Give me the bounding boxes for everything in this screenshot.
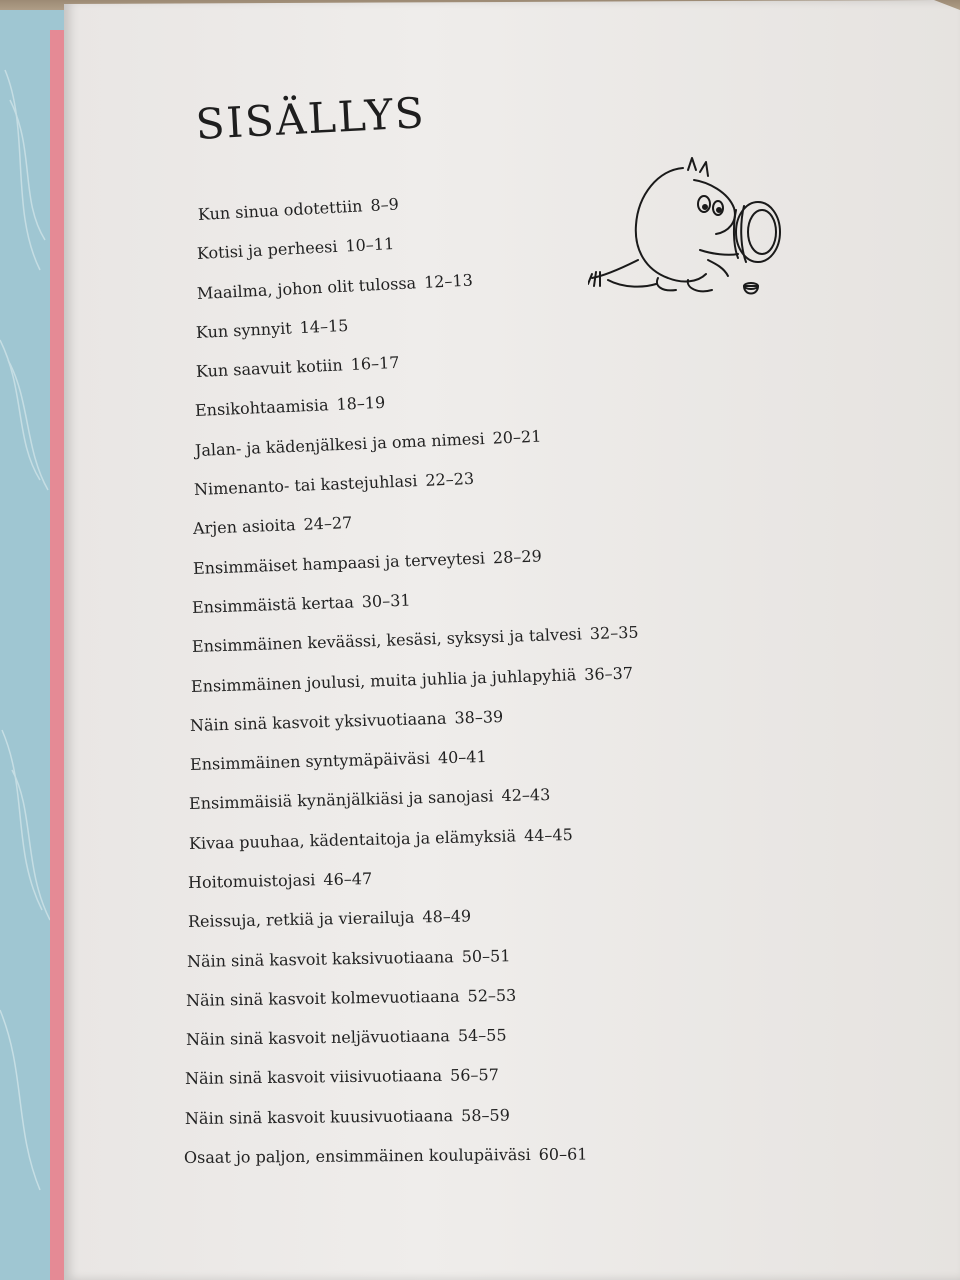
toc-entry-title: Kun saavuit kotiin: [195, 355, 343, 382]
toc-entry: [184, 1144, 588, 1167]
toc-entry-pages: 48–49: [421, 906, 471, 927]
toc-entry-title: Arjen asioita: [192, 515, 297, 539]
toc-entry: [194, 426, 541, 459]
toc-entry-title: Ensikohtaamisia: [194, 395, 329, 421]
toc-entry-pages: 40–41: [437, 747, 487, 768]
toc-entry: [196, 270, 473, 302]
toc-entry-pages: 32–35: [589, 622, 639, 644]
toc-entry-pages: 18–19: [336, 393, 386, 415]
toc-entry-title: Osaat jo paljon, ensimmäinen koulupäiväsi: [183, 1144, 531, 1167]
toc-entry: [193, 513, 353, 538]
toc-entry: [188, 869, 373, 892]
toc-entry: [187, 907, 470, 932]
toc-entry-pages: 36–37: [583, 663, 634, 684]
toc-entry: [191, 623, 638, 656]
toc-entry: [192, 590, 411, 616]
toc-entry: [190, 707, 504, 735]
toc-entry: [186, 1026, 507, 1050]
toc-entry: [195, 393, 386, 420]
toc-entry-title: Ensimmäinen keväässi, kesäsi, syksysi ja talvesi: [191, 624, 582, 657]
toc-entry-pages: 10–11: [345, 234, 395, 256]
toc-entry-title: Näin sinä kasvoit neljävuotiaana: [185, 1026, 450, 1050]
toc-entry-pages: 12–13: [423, 270, 474, 292]
toc-entry-pages: 52–53: [467, 985, 517, 1006]
toc-entry-title: Ensimmäinen syntymäpäiväsi: [189, 748, 431, 775]
toc-entry-title: Hoitomuistojasi: [187, 870, 316, 892]
toc-entry-pages: 8–9: [369, 194, 400, 215]
moomin-illustration-icon: [588, 150, 788, 310]
toc-entry-title: Näin sinä kasvoit kuusivuotiaana: [184, 1105, 453, 1128]
toc-entry-title: Ensimmäistä kertaa: [191, 592, 355, 617]
toc-entry-title: Ensimmäinen joulusi, muita juhlia ja juhlapyhiä: [190, 664, 577, 696]
toc-entry-pages: 16–17: [349, 352, 400, 375]
toc-entry: [198, 194, 400, 223]
toc-entry-pages: 60–61: [538, 1144, 588, 1164]
toc-entry-pages: 20–21: [491, 426, 542, 448]
toc-entry-pages: 46–47: [323, 869, 373, 890]
toc-entry: [185, 1066, 499, 1089]
toc-entry: [188, 825, 572, 853]
toc-entry-title: Kun sinua odotettiin: [197, 196, 363, 224]
toc-entry-title: Näin sinä kasvoit kolmevuotiaana: [186, 986, 461, 1010]
toc-entry-pages: 58–59: [460, 1105, 510, 1125]
toc-entry-pages: 44–45: [523, 824, 573, 845]
toc-entry: [197, 234, 395, 263]
toc-entry-title: Ensimmäiset hampaasi ja terveytesi: [192, 548, 486, 578]
toc-entry: [195, 353, 399, 381]
toc-entry: [187, 946, 511, 971]
toc-entry-pages: 30–31: [361, 590, 411, 612]
toc-entry: [191, 663, 634, 695]
toc-entry: [189, 785, 551, 813]
toc-entry-title: Nimenanto- tai kastejuhlasi: [193, 471, 418, 500]
toc-entry-title: Maailma, johon olit tulossa: [196, 272, 417, 303]
toc-entry: [196, 316, 349, 342]
toc-entry: [186, 986, 517, 1010]
toc-entry-title: Näin sinä kasvoit kaksivuotiaana: [186, 946, 454, 971]
toc-entry-title: Kivaa puuhaa, kädentaitoja ja elämyksiä: [188, 826, 516, 853]
toc-entry-pages: 38–39: [454, 706, 504, 728]
toc-entry-pages: 56–57: [450, 1065, 500, 1086]
toc-entry-pages: 50–51: [461, 945, 511, 966]
toc-entry-title: Näin sinä kasvoit viisivuotiaana: [185, 1066, 443, 1089]
toc-entry: [184, 1105, 509, 1127]
toc-entry-pages: 22–23: [424, 468, 475, 490]
toc-entry-title: Ensimmäisiä kynänjälkiäsi ja sanojasi: [189, 786, 495, 814]
toc-entry-pages: 28–29: [492, 546, 542, 567]
toc-entry-title: Kun synnyit: [195, 318, 293, 342]
toc-entry-pages: 14–15: [299, 315, 349, 337]
toc-entry-title: Kotisi ja perheesi: [196, 237, 339, 264]
toc-entry-pages: 24–27: [303, 513, 353, 535]
toc-entry: [190, 747, 487, 774]
toc-entry-title: Näin sinä kasvoit yksivuotiaana: [190, 708, 448, 735]
toc-entry: [194, 469, 475, 499]
toc-entry-title: Jalan- ja kädenjälkesi ja oma nimesi: [194, 428, 485, 460]
toc-entry-pages: 54–55: [457, 1025, 507, 1046]
toc-entry-pages: 42–43: [501, 785, 551, 806]
page-title: SISÄLLYS: [194, 88, 427, 149]
toc-entry-title: Reissuja, retkiä ja vierailuja: [187, 907, 415, 932]
toc-entry: [192, 546, 541, 578]
